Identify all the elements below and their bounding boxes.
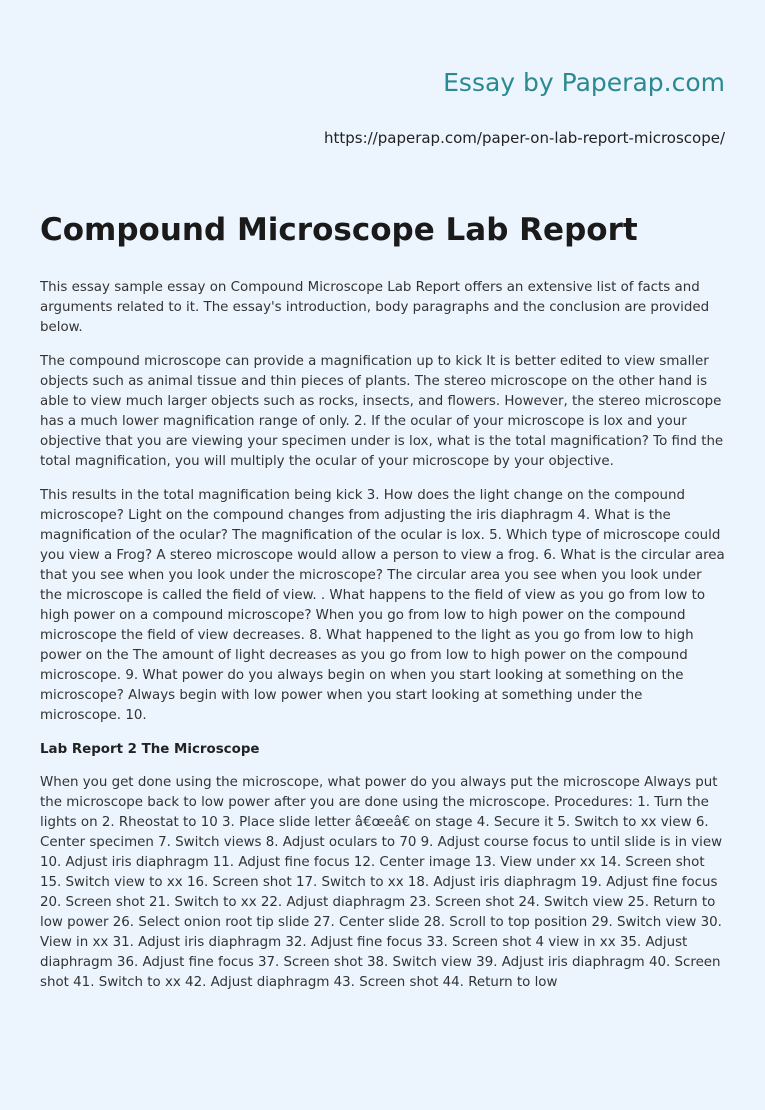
site-brand-link[interactable]: Essay by Paperap.com — [443, 68, 725, 97]
article-body — [40, 278, 726, 1007]
source-url-link[interactable]: https://paperap.com/paper-on-lab-report-microscope/ — [323, 129, 725, 147]
body-paragraph-3: When you get done using the microscope, what power do you always put the microscope Always put the microscope back to low power after you are done using the microscope. Procedures: 1. Turn the lights on 2. Rheostat to 10 3. Place slide letter â€œeâ€ on stage 4. Secure it 5. Switch to xx view 6. Center specimen 7. Switch views 8. Adjust oculars to 70 9. Adjust course focus to until slide is in view 10. Adjust iris diaphragm 11. Adjust fine focus 12. Center image 13. View under xx 14. Screen shot 15. Switch view to xx 16. Screen shot 17. Switch to xx 18. Adjust iris diaphragm 19. Adjust fine focus 20. Screen shot 21. Switch to xx 22. Adjust diaphragm 23. Screen shot 24. Switch view 25. Return to low power 26. Select onion root tip slide 27. Center slide 28. Scroll to top position 29. Switch view 30. View in xx 31. Adjust iris diaphragm 32. Adjust fine focus 33. Screen shot 4 view in xx 35. Adjust diaphragm 36. Adjust fine focus 37. Screen shot 38. Switch view 39. Adjust iris diaphragm 40. Screen shot 41. Switch to xx 42. Adjust diaphragm 43. Screen shot 44. Return to low — [40, 775, 723, 990]
body-paragraph-1: The compound microscope can provide a magnification up to kick It is better edited to view smaller objects such as animal tissue and thin pieces of plants. The stereo microscope on the other hand is able to view much larger objects such as rocks, insects, and flowers. However, the stereo microscope has a much lower magnification range of only. 2. If the ocular of your microscope is lox and your objective that you are viewing your specimen under is lox, what is the total magnification? To find the total magnification, you will multiply the ocular of your microscope by your objective. — [40, 354, 724, 469]
page-title: Compound Microscope Lab Report — [40, 212, 638, 248]
body-paragraph-2: This results in the total magnification being kick 3. How does the light change on the compound microscope? Light on the compound changes from adjusting the iris diaphragm 4. What is the magnification of the ocular? The magnification of the ocular is lox. 5. Which type of microscope could you view a Frog? A stereo microscope would allow a person to view a frog. 6. What is the circular area that you see when you look under the microscope? The circular area you see when you look under the microscope is called the field of view. . What happens to the field of view as you go from low to high power on a compound microscope? When you go from low to high power on the compound microscope the field of view decreases. 8. What happened to the light as you go from low to high power on the The amount of light decreases as you go from low to high power on the compound microscope. 9. What power do you always begin on when you start looking at something on the microscope? Always begin with low power when you start looking at something under the microscope. 10. — [40, 488, 725, 723]
intro-paragraph: This essay sample essay on Compound Microscope Lab Report offers an extensive list of facts and arguments related to it. The essay's introduction, body paragraphs and the conclusion are provided below. — [40, 280, 710, 335]
section-subheading: Lab Report 2 The Microscope — [40, 742, 260, 757]
